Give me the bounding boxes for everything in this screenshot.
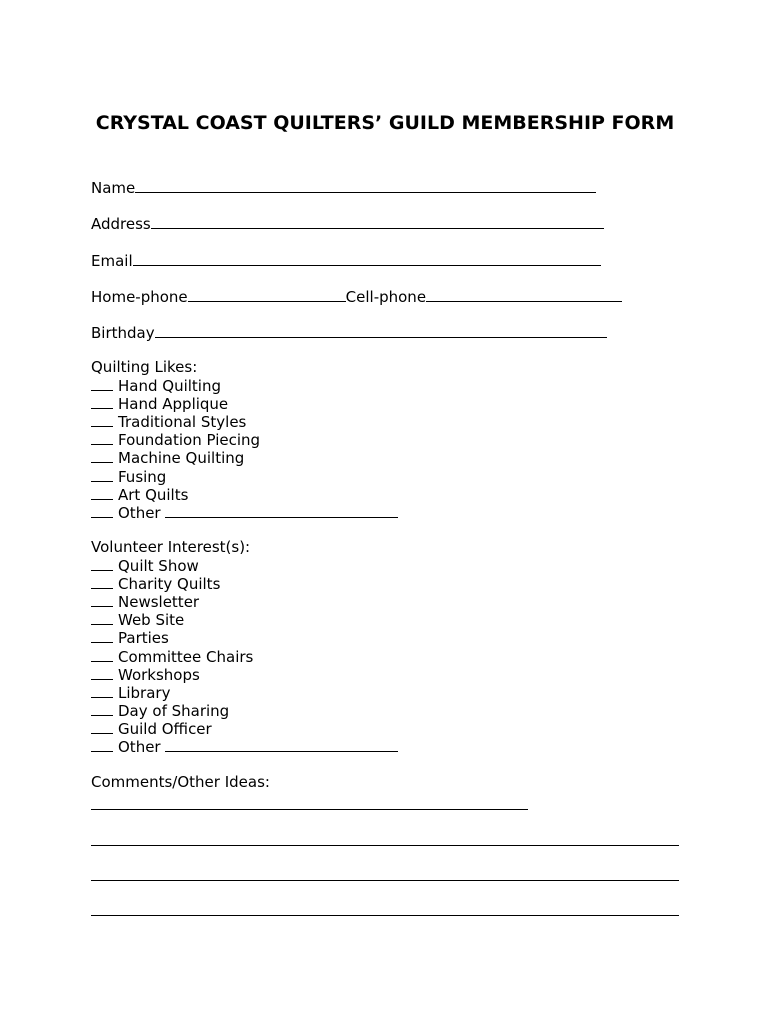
list-item: Machine Quilting [91,448,398,466]
checkbox-blank[interactable] [91,592,113,607]
comments-line-3[interactable] [91,880,679,881]
checkbox-blank[interactable] [91,376,113,391]
email-field[interactable] [133,251,601,266]
list-item: Committee Chairs [91,647,398,665]
birthday-row [91,323,607,341]
name-label: Name [91,179,136,197]
volunteer-other-field[interactable] [165,737,398,752]
checkbox-blank[interactable] [91,701,113,716]
address-field[interactable] [151,214,604,229]
checkbox-blank[interactable] [91,574,113,589]
list-item: Quilt Show [91,556,398,574]
list-item: Other [91,503,398,521]
comments-line-2[interactable] [91,845,679,846]
address-label: Address [91,215,151,233]
list-item: Hand Applique [91,394,398,412]
address-row [91,214,604,232]
checkbox-blank[interactable] [91,683,113,698]
email-label: Email [91,252,133,270]
checkbox-blank[interactable] [91,665,113,680]
list-item: Web Site [91,610,398,628]
comments-line-4[interactable] [91,915,679,916]
list-item: Workshops [91,665,398,683]
comments-line-1[interactable] [91,809,528,810]
phone-row [91,287,622,305]
form-title: CRYSTAL COAST QUILTERS’ GUILD MEMBERSHIP FORM [95,112,675,134]
quilting-other-field[interactable] [165,503,398,518]
quilting-likes-heading: Quilting Likes: [91,358,198,376]
checkbox-blank[interactable] [91,430,113,445]
list-item: Traditional Styles [91,412,398,430]
home-phone-field[interactable] [188,287,346,302]
list-item: Parties [91,628,398,646]
list-item: Guild Officer [91,719,398,737]
list-item: Newsletter [91,592,398,610]
volunteer-interests-heading: Volunteer Interest(s): [91,538,251,556]
name-row [91,178,596,196]
list-item: Art Quilts [91,485,398,503]
checkbox-blank[interactable] [91,647,113,662]
checkbox-blank[interactable] [91,610,113,625]
list-item: Other [91,737,398,755]
list-item: Hand Quilting [91,376,398,394]
checkbox-blank[interactable] [91,412,113,427]
list-item: Charity Quilts [91,574,398,592]
checkbox-blank[interactable] [91,737,113,752]
checkbox-blank[interactable] [91,394,113,409]
name-field[interactable] [135,178,596,193]
checkbox-blank[interactable] [91,448,113,463]
list-item: Foundation Piecing [91,430,398,448]
checkbox-blank[interactable] [91,503,113,518]
checkbox-blank[interactable] [91,485,113,500]
cell-phone-field[interactable] [426,287,622,302]
volunteer-interests-section [91,538,398,755]
birthday-label: Birthday [91,324,155,342]
checkbox-blank[interactable] [91,628,113,643]
list-item: Day of Sharing [91,701,398,719]
list-item: Library [91,683,398,701]
email-row [91,251,601,269]
checkbox-blank[interactable] [91,719,113,734]
home-phone-label: Home-phone [91,288,188,306]
birthday-field[interactable] [155,323,607,338]
comments-heading: Comments/Other Ideas: [91,773,270,791]
list-item: Fusing [91,467,398,485]
quilting-likes-section [91,358,398,521]
checkbox-blank[interactable] [91,556,113,571]
cell-phone-label: Cell-phone [345,288,427,306]
checkbox-blank[interactable] [91,467,113,482]
